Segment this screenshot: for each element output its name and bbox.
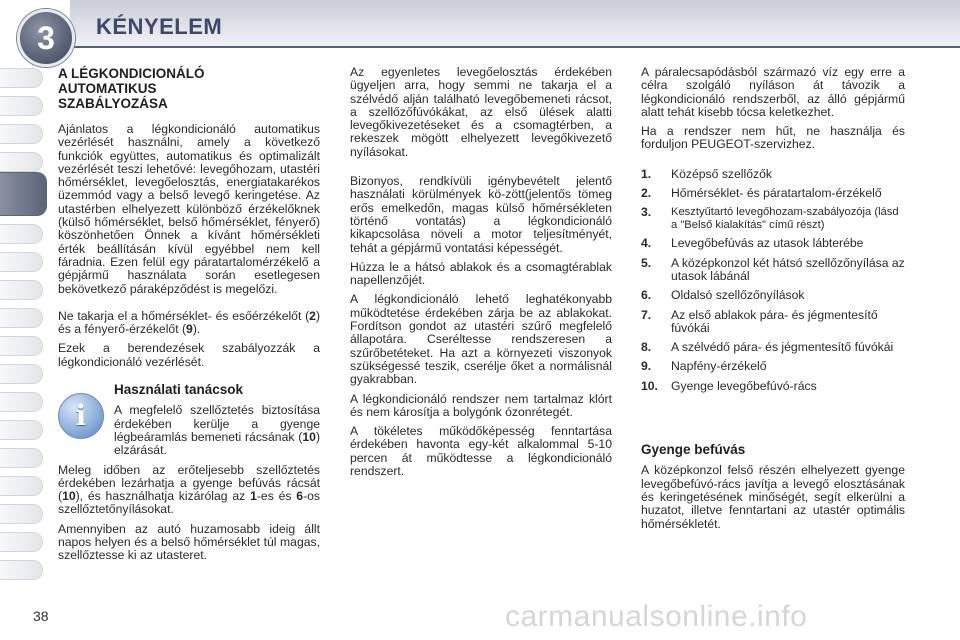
section-title-line: SZABÁLYOZÁSA xyxy=(58,96,168,111)
section-title xyxy=(58,66,320,111)
column-left xyxy=(58,66,320,569)
chapter-tab[interactable] xyxy=(0,280,43,300)
chapter-tab[interactable] xyxy=(0,476,43,496)
watermark: carmanualsonline.info xyxy=(505,600,808,633)
item-text: Az első ablakok pára- és jégmentesítő fúvókái xyxy=(671,307,878,335)
ref-number: 2 xyxy=(309,308,316,323)
chapter-tab[interactable] xyxy=(0,504,43,524)
ref-number: 10 xyxy=(62,489,76,504)
paragraph: A légkondicionáló rendszer nem tartalmaz klórt és nem károsítja a bolygónk ózonrétegét. xyxy=(350,391,612,419)
chapter-tab[interactable] xyxy=(0,224,43,244)
list-item xyxy=(641,206,905,231)
item-text: Oldalsó szellőzőnyílások xyxy=(671,288,805,303)
sensor-warning-paragraph xyxy=(58,310,320,337)
item-text: Hőmérséklet- és páratartalom-érzékelő xyxy=(671,186,882,201)
item-number: 9. xyxy=(641,359,652,374)
chapter-tab[interactable] xyxy=(0,124,43,144)
section-title-line: A LÉGKONDICIONÁLÓ xyxy=(58,66,205,81)
intro-paragraph: Ajánlatos a légkondicionáló automatikus vezérlését használni, amely a következő funkciók együttes, automatikus és optimalizált vezérlését teszi lehetővé: levegőhozam, utastéri hőmérséklet, levegőelosztás, energiatakarékos üzemmód vagy a belső levegő keringetése. Az utastérben elhelyezett különböző érzékelőknek (külső hőmérséklet, belső hőmérséklet, fényerő) köszönhetően Önnek a kívánt hőmérsékleti érték beállításán kívül egyébbel nem kell fáradnia. Ezen felül egy páratartalomérzékelő a gépjármű használata során esetlegesen bekövetkező páraképződést is megelőzi. xyxy=(58,122,320,296)
chapter-tab[interactable] xyxy=(0,96,43,116)
tip-paragraph xyxy=(58,464,320,517)
ref-number: 10 xyxy=(302,429,316,444)
chapter-tab-rail xyxy=(0,62,44,582)
section-title-line: AUTOMATIKUS xyxy=(58,81,157,96)
text-run: A megfelelő szellőztetés biztosítása érdekében kerülje a gyenge légbeáramlás bemeneti rácsának ( xyxy=(114,403,320,444)
list-item xyxy=(641,257,905,284)
usage-tips-title: Használati tanácsok xyxy=(114,382,244,398)
chapter-title: KÉNYELEM xyxy=(96,14,223,39)
item-number: 8. xyxy=(641,340,652,355)
item-number: 3. xyxy=(641,205,652,220)
chapter-number: 3 xyxy=(37,19,55,56)
text-run: Ne takarja el a hőmérséklet- és esőérzékelőt ( xyxy=(58,308,310,323)
paragraph: A tökéletes működőképesség fenntartása érdekében havonta egy-két alkalommal 5-10 percen át működtesse a légkondicionáló rendszert. xyxy=(350,424,612,479)
text-run: ). xyxy=(192,322,201,337)
paragraph: A páralecsapódásból származó víz egy erre a célra szolgáló nyíláson át távozik a légkondicionáló rendszerből, az álló gépjármű alatt tehát kisebb tócsa keletkezhet. xyxy=(641,65,905,119)
ref-number: 6 xyxy=(296,489,304,504)
paragraph: Az egyenletes levegőelosztás érdekében ügyeljen arra, hogy semmi ne takarja el a szélvédő alján található levegőbemeneti rácsot, a szellőzőfúvókákat, az első ülések alatti levegőkivezetéseket és a csomagtérben, a rekeszek mögött elhelyezett levegőkivezető nyílásokat. xyxy=(350,65,612,159)
chapter-tab-active[interactable] xyxy=(0,172,47,216)
usage-tips-box xyxy=(58,383,320,563)
list-item xyxy=(641,187,905,200)
paragraph: A légkondicionáló lehető leghatékonyabb működtetése érdekében zárja be az ablakokat. Fordítson gondot az utastéri szűrő megfelelő állapotára. Cseréltesse rendszeresen a szűrőbetéteket. Ha azt a környezeti viszonyok szükségessé teszik, cserélje őket a normálisnál gyakrabban. xyxy=(350,292,612,387)
chapter-tab[interactable] xyxy=(0,252,43,272)
item-text: Gyenge levegőbefúvó-rács xyxy=(671,378,817,393)
text-run: ) elzárását. xyxy=(114,429,320,458)
tip-paragraph: Amennyiben az autó huzamosabb ideig állt napos helyen és a belső hőmérséklet túl magas, szellőztesse ki az utasteret. xyxy=(58,521,320,563)
item-number: 5. xyxy=(641,255,652,270)
chapter-tab[interactable] xyxy=(0,364,43,384)
text-run: -os szellőztetőnyílásokat. xyxy=(58,489,320,517)
chapter-tab[interactable] xyxy=(0,308,43,328)
column-right xyxy=(641,66,905,537)
chapter-tab[interactable] xyxy=(0,392,43,412)
chapter-tab[interactable] xyxy=(0,560,43,580)
info-icon: i xyxy=(58,393,104,439)
vent-legend-list xyxy=(641,168,905,393)
item-number: 10. xyxy=(641,378,658,393)
text-run: ), és használhatja kizárólag az xyxy=(75,489,251,504)
item-text: Középső szellőzők xyxy=(671,166,772,181)
chapter-tab[interactable] xyxy=(0,68,43,88)
item-number: 6. xyxy=(641,288,652,303)
item-text: A középkonzol két hátsó szellőzőnyílása az utasok lábánál xyxy=(671,255,905,283)
item-number: 7. xyxy=(641,307,652,322)
item-text: A szélvédő pára- és jégmentesítő fúvókái xyxy=(671,340,894,355)
low-airflow-title: Gyenge befúvás xyxy=(641,442,746,458)
ref-number: 1 xyxy=(250,489,257,504)
chapter-tab[interactable] xyxy=(0,420,43,440)
item-number: 4. xyxy=(641,236,652,251)
paragraph: Bizonyos, rendkívüli igénybevételt jelentő használati körülmények kö-zött(jelentős tömeg erős emelkedőn, magas külső hőmérsékleten történő vontatás) a légkondicionáló kikapcsolása növeli a motor teljesítményét, tehát a gépjármű vontatási képességét. xyxy=(350,174,612,255)
item-number: 2. xyxy=(641,186,652,201)
list-item xyxy=(641,309,905,336)
text-run: ) és a fényerő-érzékelőt ( xyxy=(58,308,320,337)
chapter-tab[interactable] xyxy=(0,152,43,172)
chapter-badge xyxy=(17,9,75,67)
item-text: Napfény-érzékelő xyxy=(671,359,767,374)
ref-number: 9 xyxy=(186,322,193,337)
text-run: -es és xyxy=(256,489,297,504)
list-item xyxy=(641,237,905,250)
list-item xyxy=(641,380,905,393)
list-item xyxy=(641,341,905,354)
chapter-tab[interactable] xyxy=(0,448,43,468)
page-number: 38 xyxy=(33,608,49,624)
header-divider xyxy=(70,46,960,48)
paragraph: Húzza le a hátsó ablakok és a csomagtérablak napellenzőjét. xyxy=(350,259,612,288)
list-item xyxy=(641,360,905,373)
list-item xyxy=(641,168,905,181)
item-number: 1. xyxy=(641,166,652,181)
sensor-note-paragraph: Ezek a berendezések szabályozzák a légkondicionáló vezérlését. xyxy=(58,341,320,369)
chapter-tab[interactable] xyxy=(0,532,43,552)
chapter-tab[interactable] xyxy=(0,336,43,356)
list-item xyxy=(641,289,905,302)
paragraph: Ha a rendszer nem hűt, ne használja és forduljon PEUGEOT-szervizhez. xyxy=(641,124,905,152)
tip-paragraph xyxy=(114,404,320,457)
item-text: Kesztyűtartó levegőhozam-szabályozója (lásd a "Belső kialakítás" című részt) xyxy=(671,206,899,231)
paragraph: A középkonzol felső részén elhelyezett gyenge levegőbefúvó-rács javítja a levegő elosztásának és keringetésének minőségét, segít elkerülni a huzatot, illetve fenntartani az utastér optimális hőmérsékletét. xyxy=(641,463,905,531)
column-middle xyxy=(350,66,612,484)
text-run: Meleg időben az erőteljesebb szellőztetés érdekében lezárhatja a gyenge befúvás rácsát ( xyxy=(58,462,320,504)
item-text: Levegőbefúvás az utasok lábterébe xyxy=(671,236,864,251)
